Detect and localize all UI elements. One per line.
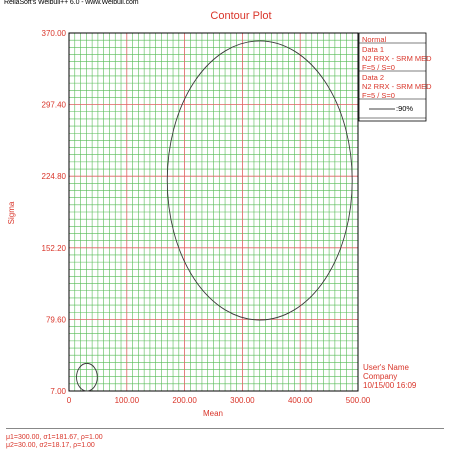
y-tick-labels	[42, 29, 67, 396]
chart-title: Contour Plot	[210, 10, 272, 22]
date-stamp: 10/15/00 16:09	[363, 381, 417, 390]
legend-item: Data 2	[362, 73, 385, 82]
x-tick-label: 400.00	[287, 396, 313, 405]
legend-item: Normal	[362, 35, 387, 44]
x-axis-label: Mean	[202, 409, 224, 418]
company-name: Company	[363, 372, 398, 381]
y-tick-label: 224.80	[41, 172, 66, 182]
y-tick-label: 79.60	[45, 315, 66, 325]
x-tick-label: 200.00	[172, 396, 197, 405]
legend-confidence: :90%	[396, 104, 414, 113]
contours	[77, 41, 353, 391]
y-tick-label: 152.20	[41, 243, 66, 253]
y-axis-label: Sigma	[7, 201, 16, 225]
x-tick-label: 500.00	[345, 396, 371, 405]
footer	[6, 434, 103, 450]
y-tick-label: 7.00	[50, 387, 66, 396]
y-tick-label: 370.00	[41, 29, 66, 38]
user-name: User's Name	[363, 363, 409, 372]
y-tick-label: 297.40	[41, 100, 66, 110]
legend-item: Data 1	[362, 45, 385, 54]
footer-divider	[6, 428, 444, 429]
x-tick-label: 300.00	[230, 396, 255, 405]
footer-line-2: μ2=30.00, σ2=18.17, ρ=1.00	[6, 442, 95, 449]
legend	[359, 33, 432, 121]
minor-grid	[69, 33, 358, 391]
x-tick-label: 0	[66, 396, 72, 405]
header-text: ReliaSoft's Weibull++ 6.0 - www.Weibull.com	[4, 0, 139, 6]
legend-item: N2 RRX - SRM MED	[362, 82, 432, 91]
x-tick-label: 100.00	[114, 396, 140, 405]
legend-item: N2 RRX - SRM MED	[362, 54, 432, 63]
x-tick-labels	[67, 396, 371, 405]
info-block	[363, 363, 417, 390]
contour-2	[77, 363, 98, 391]
legend-item: F=5 / S=0	[362, 63, 395, 72]
legend-item: F=5 / S=0	[362, 91, 395, 100]
footer-line-1: μ1=300.00, σ1=181.67, ρ=1.00	[6, 434, 103, 441]
